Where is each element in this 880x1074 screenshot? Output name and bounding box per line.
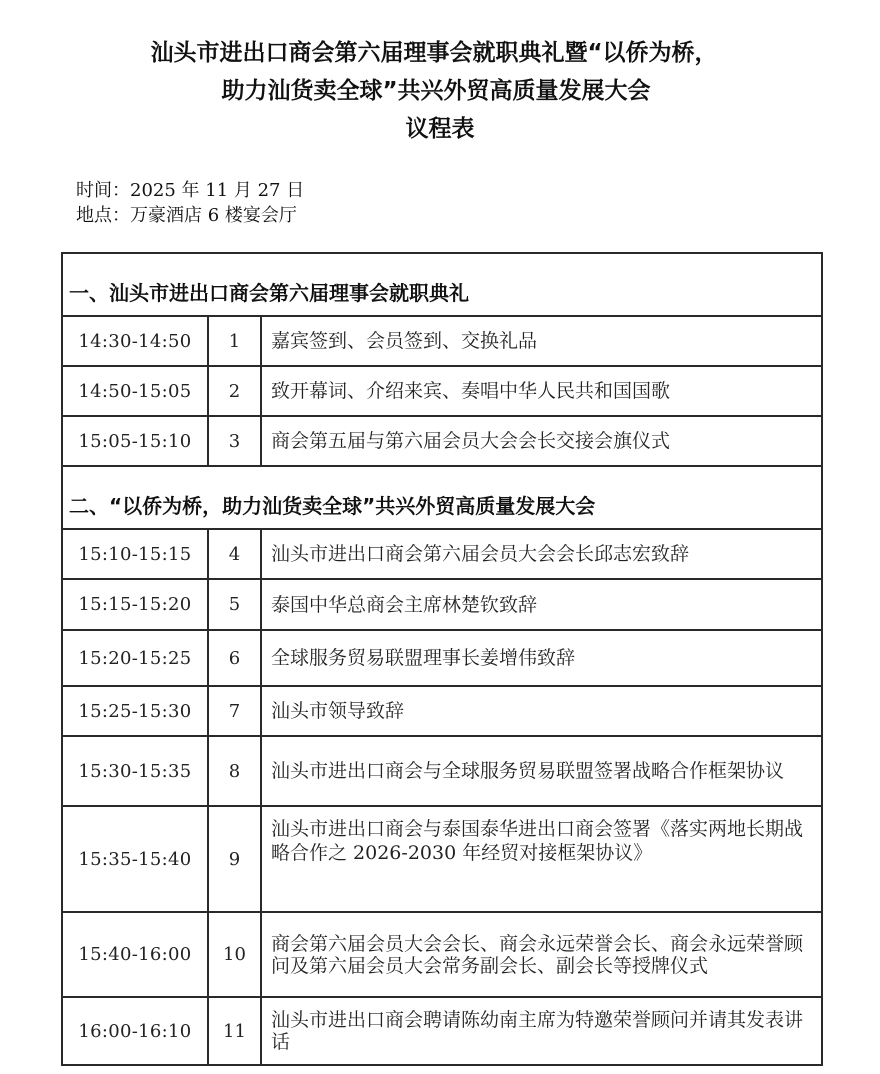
agenda-table <box>61 252 823 1066</box>
table-row <box>62 686 822 736</box>
document-title-line-1: 汕头市进出口商会第六届理事会就职典礼暨“以侨为桥， <box>150 40 718 66</box>
time-cell: 15:40-16:00 <box>62 912 208 997</box>
description-cell: 汕头市进出口商会与全球服务贸易联盟签署战略合作框架协议 <box>261 736 822 806</box>
number-cell: 6 <box>208 630 261 686</box>
section-header-row <box>62 466 822 529</box>
time-cell: 15:25-15:30 <box>62 686 208 736</box>
section-heading: 二、“以侨为桥，助力汕货卖全球”共兴外贸高质量发展大会 <box>62 466 822 529</box>
description-cell: 商会第六届会员大会会长、商会永远荣誉会长、商会永远荣誉顾问及第六届会员大会常务副会长、副会长等授牌仪式 <box>261 912 822 997</box>
time-cell: 15:35-15:40 <box>62 806 208 912</box>
description-cell: 汕头市进出口商会第六届会员大会会长邱志宏致辞 <box>261 529 822 579</box>
number-cell: 10 <box>208 912 261 997</box>
number-cell: 2 <box>208 366 261 416</box>
table-row <box>62 736 822 806</box>
table-row <box>62 997 822 1065</box>
number-cell: 11 <box>208 997 261 1065</box>
time-cell: 14:50-15:05 <box>62 366 208 416</box>
table-row <box>62 579 822 630</box>
table-row <box>62 806 822 912</box>
description-cell: 泰国中华总商会主席林楚钦致辞 <box>261 579 822 630</box>
document-title-line-3: 议程表 <box>405 116 475 142</box>
number-cell: 9 <box>208 806 261 912</box>
number-cell: 4 <box>208 529 261 579</box>
number-cell: 3 <box>208 416 261 466</box>
number-cell: 7 <box>208 686 261 736</box>
time-cell: 15:20-15:25 <box>62 630 208 686</box>
number-cell: 8 <box>208 736 261 806</box>
table-row <box>62 366 822 416</box>
table-row <box>62 912 822 997</box>
table-row <box>62 529 822 579</box>
description-cell: 汕头市领导致辞 <box>261 686 822 736</box>
event-place: 地点：万豪酒店 6 楼宴会厅 <box>76 205 297 226</box>
document-title-line-2: 助力汕货卖全球”共兴外贸高质量发展大会 <box>221 78 651 104</box>
table-row <box>62 416 822 466</box>
time-cell: 16:00-16:10 <box>62 997 208 1065</box>
section-heading: 一、汕头市进出口商会第六届理事会就职典礼 <box>62 253 822 316</box>
time-cell: 14:30-14:50 <box>62 316 208 366</box>
time-cell: 15:05-15:10 <box>62 416 208 466</box>
event-time: 时间：2025 年 11 月 27 日 <box>76 180 305 201</box>
section-header-row <box>62 253 822 316</box>
number-cell: 5 <box>208 579 261 630</box>
description-cell: 嘉宾签到、会员签到、交换礼品 <box>261 316 822 366</box>
number-cell: 1 <box>208 316 261 366</box>
description-cell: 汕头市进出口商会聘请陈幼南主席为特邀荣誉顾问并请其发表讲话 <box>261 997 822 1065</box>
time-cell: 15:15-15:20 <box>62 579 208 630</box>
table-row <box>62 630 822 686</box>
description-cell: 全球服务贸易联盟理事长姜增伟致辞 <box>261 630 822 686</box>
description-cell: 汕头市进出口商会与泰国泰华进出口商会签署《落实两地长期战略合作之 2026-2030 年经贸对接框架协议》 <box>261 806 822 912</box>
description-cell: 商会第五届与第六届会员大会会长交接会旗仪式 <box>261 416 822 466</box>
time-cell: 15:30-15:35 <box>62 736 208 806</box>
time-cell: 15:10-15:15 <box>62 529 208 579</box>
description-cell: 致开幕词、介绍来宾、奏唱中华人民共和国国歌 <box>261 366 822 416</box>
table-row <box>62 316 822 366</box>
